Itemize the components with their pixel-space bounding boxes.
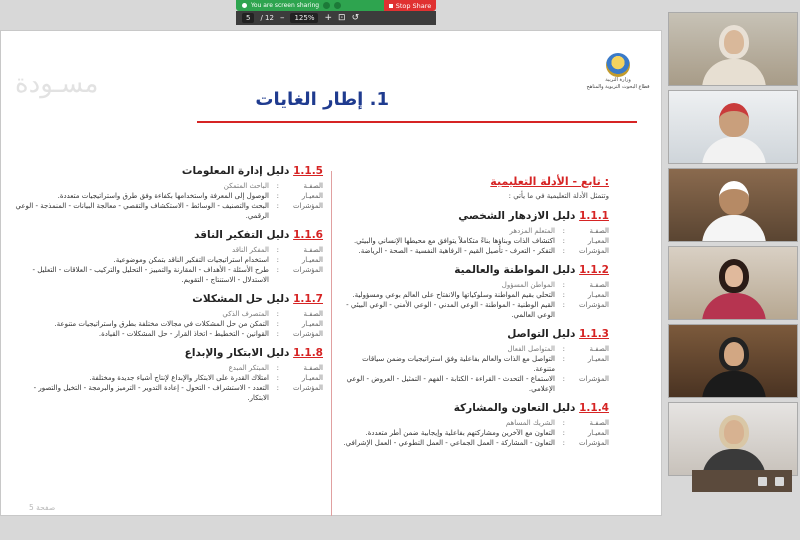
guide-row-muashirat <box>341 246 609 256</box>
guide-row-muashirat <box>11 201 323 221</box>
row-value: القوانين - التخطيط - اتخاذ القرار - حل المشكلات - القيادة. <box>98 330 269 338</box>
guide-row-sifa <box>341 226 609 236</box>
continued-intro: وتتمثل الأدلة التعليمية في ما يأتي : <box>508 192 609 200</box>
guide-row-miyar <box>341 236 609 246</box>
guide-heading <box>11 229 323 241</box>
guide-row-muashirat <box>11 329 323 339</box>
row-label: الصفـة <box>589 345 609 353</box>
row-label: المعيـار <box>301 320 323 328</box>
guide-section <box>11 165 323 221</box>
participant-video[interactable] <box>668 90 798 164</box>
guide-section <box>11 293 323 339</box>
guide-row-miyar <box>11 191 323 201</box>
guide-name: دليل حل المشكلات <box>192 293 290 305</box>
row-separator: : <box>562 439 565 447</box>
guide-row-muashirat <box>341 374 609 394</box>
row-value: الباحث المتمكن <box>223 182 269 190</box>
guide-section <box>341 210 609 256</box>
logo-line-2: قطاع البحوث التربوية والمناهج <box>586 84 650 90</box>
page-number: صفحة 5 <box>29 503 56 512</box>
row-separator: : <box>276 374 279 382</box>
guide-heading <box>341 210 609 222</box>
row-separator: : <box>276 310 279 318</box>
zoom-out-button[interactable]: – <box>279 12 285 23</box>
expand-icon[interactable] <box>775 477 784 486</box>
pdf-toolbar <box>236 11 436 25</box>
guide-name: دليل الازدهار الشخصي <box>458 210 576 222</box>
guide-row-sifa <box>11 181 323 191</box>
row-label: الصفـة <box>589 281 609 289</box>
ministry-emblem-icon <box>606 53 630 77</box>
row-label: المؤشرات <box>578 375 609 383</box>
row-separator: : <box>562 355 565 363</box>
row-separator: : <box>276 364 279 372</box>
row-separator: : <box>276 192 279 200</box>
guide-row-sifa <box>341 418 609 428</box>
fit-page-icon[interactable]: ⊡ <box>338 12 346 23</box>
view-icon[interactable] <box>758 477 767 486</box>
row-value: التواصل مع الذات والعالم بفاعلية وفق استراتيجيات وضمن سياقات متنوعة. <box>362 355 555 373</box>
guide-row-muashirat <box>341 300 609 320</box>
row-value: طرح الأسئلة - الأهداف - المقارنة والتمييز - التحليل والتركيب - العلاقات - التعليل - الاستدلال - الاستنتاج - التقويم. <box>32 266 269 284</box>
stop-share-label: Stop Share <box>395 1 432 10</box>
document-page <box>0 30 662 516</box>
row-label: الصفـة <box>589 419 609 427</box>
guide-name: دليل التعاون والمشاركة <box>453 402 576 414</box>
guide-number: 1.1.7 <box>293 293 323 305</box>
guide-number: 1.1.6 <box>293 229 323 241</box>
row-separator: : <box>562 301 565 309</box>
row-separator: : <box>276 320 279 328</box>
row-label: المعيـار <box>587 429 609 437</box>
row-label: المعيـار <box>587 237 609 245</box>
participant-video[interactable] <box>668 402 798 476</box>
guide-number: 1.1.1 <box>579 210 609 222</box>
guide-row-sifa <box>341 280 609 290</box>
row-value: التعدد - الاستشراف - التحول - إعادة التدوير - الترميز والبرمجة - التخيل والتصور - الابتكار. <box>33 384 269 402</box>
zoom-in-button[interactable]: + <box>324 12 333 23</box>
title-rule <box>197 121 637 123</box>
row-value: اكتشاف الذات وبناؤها بناءً متكاملاً يتوافق مع محيطها الإنساني والبيئي. <box>353 237 555 245</box>
row-separator: : <box>276 202 279 210</box>
participant-video[interactable] <box>668 324 798 398</box>
guide-section <box>341 328 609 394</box>
guide-number: 1.1.4 <box>579 402 609 414</box>
share-indicator-icon <box>242 3 247 8</box>
participant-gallery <box>664 8 800 492</box>
page-title: 1. إطار الغايات <box>255 89 389 110</box>
guide-heading <box>11 165 323 177</box>
guide-name: دليل إدارة المعلومات <box>181 165 290 177</box>
guide-name: دليل الابتكار والإبداع <box>184 347 290 359</box>
row-separator: : <box>562 291 565 299</box>
row-separator: : <box>276 182 279 190</box>
guide-row-miyar <box>11 319 323 329</box>
row-label: المعيـار <box>587 355 609 363</box>
guide-row-miyar <box>11 373 323 383</box>
row-separator: : <box>562 419 565 427</box>
row-value: الشريك المساهم <box>505 419 555 427</box>
zoom-level[interactable]: 125% <box>290 13 318 23</box>
row-label: المؤشرات <box>292 202 323 210</box>
guide-row-muashirat <box>11 383 323 403</box>
row-separator: : <box>276 330 279 338</box>
participant-video[interactable] <box>668 246 798 320</box>
ministry-logo <box>579 53 657 91</box>
guide-number: 1.1.5 <box>293 165 323 177</box>
row-value: المبتكر المبدع <box>228 364 269 372</box>
row-separator: : <box>562 345 565 353</box>
column-divider <box>331 171 332 516</box>
row-label: المؤشرات <box>578 301 609 309</box>
page-total: / 12 <box>260 14 274 22</box>
guide-section <box>341 264 609 320</box>
row-label: الصفـة <box>303 246 323 254</box>
guide-row-sifa <box>11 363 323 373</box>
row-separator: : <box>276 256 279 264</box>
row-separator: : <box>276 266 279 274</box>
guide-section <box>341 402 609 448</box>
guide-number: 1.1.3 <box>579 328 609 340</box>
row-label: المؤشرات <box>578 439 609 447</box>
row-value: المواطن المسؤول <box>501 281 555 289</box>
row-label: المعيـار <box>301 256 323 264</box>
page-number-input[interactable]: 5 <box>242 13 254 23</box>
row-value: المتصرف الذكي <box>222 310 269 318</box>
row-label: الصفـة <box>303 364 323 372</box>
row-value: التمكن من حل المشكلات في مجالات مختلفة بطرق واستراتيجيات متنوعة. <box>54 320 269 328</box>
row-separator: : <box>276 246 279 254</box>
guide-heading <box>341 402 609 414</box>
row-value: التفكر - التعرف - تأصيل القيم - الرفاهية النفسية - الصحة - الرياضة. <box>358 247 555 255</box>
guide-heading <box>11 347 323 359</box>
row-label: المؤشرات <box>292 384 323 392</box>
row-label: المعيـار <box>301 374 323 382</box>
guide-name: دليل التفكير الناقد <box>194 229 290 241</box>
right-column <box>341 135 609 456</box>
guide-heading <box>11 293 323 305</box>
row-separator: : <box>562 375 565 383</box>
guide-section <box>11 229 323 285</box>
participant-video[interactable] <box>668 168 798 242</box>
rotate-icon[interactable]: ↺ <box>351 12 360 23</box>
guide-number: 1.1.8 <box>293 347 323 359</box>
row-separator: : <box>562 247 565 255</box>
gallery-controls <box>692 470 792 492</box>
row-separator: : <box>276 384 279 392</box>
guide-row-miyar <box>341 428 609 438</box>
guide-section <box>11 347 323 403</box>
guide-row-miyar <box>341 354 609 374</box>
row-separator: : <box>562 237 565 245</box>
row-value: امتلاك القدرة على الابتكار والإبداع لإنتاج أشياء جديدة ومختلفة. <box>89 374 269 382</box>
row-value: التعاون مع الآخرين ومشاركتهم بفاعلية وإيجابية ضمن أطر متعددة. <box>365 429 555 437</box>
left-guides <box>11 165 323 403</box>
right-guides <box>341 210 609 448</box>
stop-icon <box>389 4 393 8</box>
guide-row-sifa <box>11 245 323 255</box>
guide-row-muashirat <box>11 265 323 285</box>
participant-video[interactable] <box>668 12 798 86</box>
row-value: المتواصل الفعال <box>507 345 555 353</box>
row-value: الوصول إلى المعرفة واستخدامها بكفاءة وفق طرق واستراتيجيات متعددة. <box>57 192 269 200</box>
row-value: المفكر الناقد <box>232 246 269 254</box>
left-column <box>11 165 323 411</box>
guide-row-miyar <box>11 255 323 265</box>
row-label: المؤشرات <box>578 247 609 255</box>
row-label: المؤشرات <box>292 266 323 274</box>
logo-line-1: وزارة التربية <box>605 77 631 83</box>
guide-row-muashirat <box>341 438 609 448</box>
row-value: المتعلم المزدهر <box>509 227 555 235</box>
row-label: الصفـة <box>303 310 323 318</box>
row-value: الاستماع - التحدث - القراءة - الكتابة - الفهم - التمثيل - العروض - الوعي الإعلامي. <box>346 375 555 393</box>
row-value: البحث والتصنيف - الوسائط - الاستكشاف والتقصي - معالجة البيانات - المنمذجة - الوعي الرقمي. <box>15 202 269 220</box>
pause-share-icon[interactable] <box>323 2 330 9</box>
guide-row-sifa <box>341 344 609 354</box>
continued-heading: : تابع - الأدلة التعليمية <box>490 175 609 188</box>
guide-row-miyar <box>341 290 609 300</box>
row-label: المعيـار <box>587 291 609 299</box>
row-separator: : <box>562 429 565 437</box>
row-label: المؤشرات <box>292 330 323 338</box>
row-label: الصفـة <box>589 227 609 235</box>
row-separator: : <box>562 227 565 235</box>
row-value: التحلي بقيم المواطنة وسلوكياتها والانفتاح على العالم بوعي ومسؤولية. <box>352 291 555 299</box>
row-value: القيم الوطنية - المواطنة - الوعي المدني - الوعي الأمني - الوعي البيئي - الوعي العالمي. <box>346 301 555 319</box>
row-label: الصفـة <box>303 182 323 190</box>
guide-row-sifa <box>11 309 323 319</box>
annotate-icon[interactable] <box>334 2 341 9</box>
share-status-text: You are screen sharing <box>251 2 320 9</box>
row-separator: : <box>562 281 565 289</box>
row-value: استخدام استراتيجيات التفكير الناقد بتمكن وموضوعية. <box>113 256 269 264</box>
guide-heading <box>341 264 609 276</box>
row-value: التعاون - المشاركة - العمل الجماعي - العمل التطوعي - العمل الإشرافي. <box>343 439 555 447</box>
row-label: المعيـار <box>301 192 323 200</box>
draft-watermark: مسـودة <box>15 69 99 99</box>
guide-name: دليل المواطنة والعالمية <box>454 264 576 276</box>
guide-heading <box>341 328 609 340</box>
guide-name: دليل التواصل <box>507 328 576 340</box>
guide-number: 1.1.2 <box>579 264 609 276</box>
stop-share-button[interactable] <box>384 0 436 11</box>
